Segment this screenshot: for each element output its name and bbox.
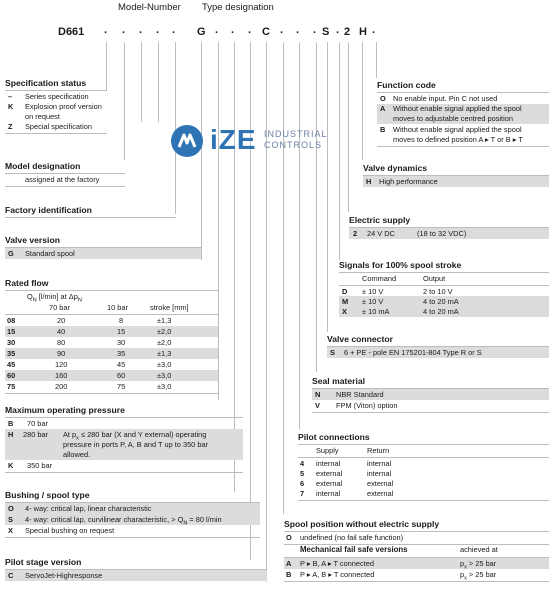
rated-flow-col-stroke: stroke [mm] — [150, 303, 189, 312]
spool-position-title: Spool position without electric supply — [284, 519, 440, 529]
spec-status-section — [5, 78, 107, 131]
function-code-section — [377, 80, 549, 144]
table-row: D ± 10 V 2 to 10 V — [342, 287, 453, 296]
table-row: 75 200 75 ±3,0 — [7, 382, 172, 391]
list-item: X Special bushing on request — [8, 526, 115, 535]
model-designation-section — [5, 161, 125, 184]
table-row: A P ▸ B, A ▸ T connected $p_x > 25$ bar — [284, 558, 549, 569]
signals-col-command: Command — [362, 274, 397, 283]
list-item: O 4- way: critical lap, linear characteristic — [5, 503, 260, 514]
list-item: N NBR Standard — [312, 389, 549, 400]
bushing-title: Bushing / spool type — [5, 490, 90, 500]
table-row: 60 160 60 ±3,0 — [5, 370, 218, 381]
pilot-stage-title: Pilot stage version — [5, 557, 82, 567]
table-row: 7 internal external — [300, 489, 394, 498]
valve-connector-section — [327, 334, 549, 357]
seal-material-section — [312, 376, 549, 410]
pilot-connections-col-return: Return — [367, 446, 390, 455]
signals-col-output: Output — [423, 274, 446, 283]
valve-dynamics-title: Valve dynamics — [363, 163, 428, 173]
list-item: K 350 bar — [8, 461, 53, 470]
rated-flow-unit: $Q_N$ [l/min] at $\Delta p_N$ — [27, 292, 82, 304]
signals-title: Signals for 100% spool stroke — [339, 260, 462, 270]
list-item: K Explosion proof version — [8, 102, 102, 111]
table-row: 15 40 15 ±2,0 — [5, 326, 218, 337]
model-number-label: Model-Number — [118, 2, 181, 13]
valve-version-title: Valve version — [5, 235, 60, 245]
list-item: O No enable input. Pin C not used — [380, 94, 498, 103]
list-item: H High performance — [363, 176, 549, 187]
electric-supply-title: Electric supply — [349, 215, 411, 225]
spec-status-title: Specification status — [5, 78, 87, 88]
pilot-connections-title: Pilot connections — [298, 432, 370, 442]
rated-flow-col-10bar: 10 bar — [107, 303, 128, 312]
factory-id-title: Factory identification — [5, 205, 92, 215]
list-item: B 70 bar — [8, 419, 48, 428]
max-pressure-section — [5, 405, 243, 470]
seal-material-title: Seal material — [312, 376, 366, 386]
factory-id-section — [5, 205, 176, 215]
list-item: O undefined (no fail safe function) — [286, 533, 404, 542]
function-code-title: Function code — [377, 80, 436, 90]
valve-version-section — [5, 235, 201, 258]
table-row: M ± 10 V 4 to 20 mA — [339, 296, 549, 307]
ize-logo — [170, 122, 330, 162]
list-item: C ServoJet-Highresponse — [5, 570, 267, 581]
rated-flow-section — [5, 278, 218, 391]
table-row: 4 internal internal — [300, 459, 392, 468]
model-designation-text: assigned at the factory — [25, 175, 100, 184]
max-pressure-title: Maximum operating pressure — [5, 405, 125, 415]
table-row: 30 80 30 ±2,0 — [7, 338, 172, 347]
bushing-section — [5, 490, 260, 535]
spool-position-achieved: achieved at — [460, 545, 498, 554]
ize-logo-brand: iZE — [210, 124, 257, 155]
table-row: B P ▸ A, B ▸ T connected $p_x > 25$ bar — [286, 570, 497, 582]
table-row: 08 20 8 ±1,3 — [7, 316, 172, 325]
ize-logo-line2: CONTROLS — [264, 140, 323, 150]
pilot-stage-section — [5, 557, 267, 580]
list-item: B Without enable signal applied the spool moves to defined position A ▸ T or B ▸ T — [380, 125, 523, 144]
table-row: 35 90 35 ±1,3 — [5, 348, 218, 359]
pilot-connections-col-supply: Supply — [316, 446, 339, 455]
spool-position-mech-title: Mechanical fail safe versions — [300, 545, 408, 554]
model-designation-title: Model designation — [5, 161, 81, 171]
ize-logo-icon — [170, 124, 204, 158]
list-item: A Without enable signal applied the spool moves to adjustable centred position — [377, 104, 549, 124]
list-item: on request — [25, 112, 60, 121]
table-row: 45 120 45 ±3,0 — [7, 360, 172, 369]
list-item: – Series specification — [8, 92, 89, 101]
valve-dynamics-section — [363, 163, 549, 186]
model-prefix: D661 — [58, 26, 85, 38]
table-row: 6 external external — [300, 479, 394, 488]
type-designation-label: Type designation — [202, 2, 274, 13]
list-item: S 6 + PE - pole EN 175201-804 Type R or S — [327, 347, 549, 358]
ize-logo-line1: INDUSTRIAL — [264, 129, 328, 139]
list-item: G Standard spool — [5, 248, 201, 259]
spool-position-section — [284, 519, 549, 582]
list-item: H 280 bar At $p_x \le 280$ bar (X and Y external) operating pressure in ports P, A, B and T up to 350 bar allowed. — [5, 429, 243, 460]
list-item: V FPM (Viton) option — [315, 401, 398, 410]
electric-supply-section — [349, 215, 549, 238]
table-row: 5 external internal — [300, 469, 392, 478]
signals-section — [339, 260, 549, 316]
rated-flow-col-70bar: 70 bar — [49, 303, 70, 312]
list-item: 2 24 V DC (18 to 32 VDC) — [349, 228, 549, 239]
list-item: S 4- way: critical lap, curvilinear characteristic, > $Q_N = 80$ l/min — [5, 514, 260, 525]
list-item: Z Special specification — [8, 122, 92, 131]
valve-connector-title: Valve connector — [327, 334, 393, 344]
rated-flow-title: Rated flow — [5, 278, 49, 288]
table-row: X ± 10 mA 4 to 20 mA — [339, 306, 549, 317]
pilot-connections-section — [298, 432, 549, 498]
